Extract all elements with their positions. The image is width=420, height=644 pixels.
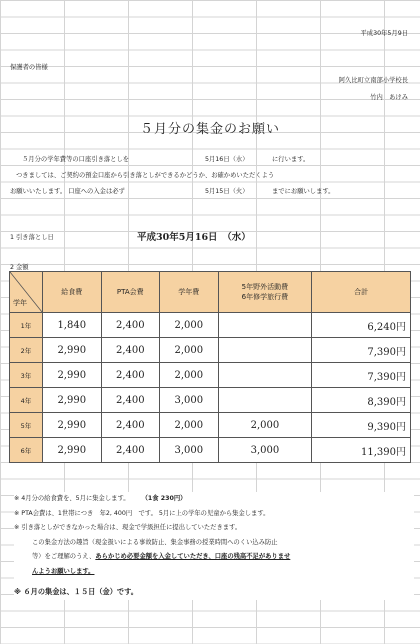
note-7-next-collection: ※ ６月の集金は、１５日（金）です。 [14, 587, 138, 596]
header-grade [10, 272, 43, 313]
note-5 [14, 550, 414, 565]
cell-lunch: 1,840 [43, 313, 102, 338]
cell-grade-fee: 3,000 [160, 438, 219, 463]
cell-pta: 2,400 [101, 363, 160, 388]
cell-activity [218, 313, 312, 338]
body-line-1a: ５月分の学年費等の口座引き落としを [22, 156, 130, 163]
note-4: この集金方法の趣旨（現金扱いによる事故防止、集金事務の授業時間へのくい込み防止 [32, 538, 278, 546]
table-row [10, 363, 411, 388]
note-5-emphasis: あらかじめ必要金額を入金していただき、口座の残高不足がありませ [95, 553, 291, 560]
header-grade-label: 学年 [13, 299, 27, 307]
section-1-label: 1 引き落とし日 [10, 234, 54, 241]
note-1-text: ※ 4月分の給食費を、5月に集金します。 [14, 495, 130, 502]
table-row [10, 313, 411, 338]
cell-grade-fee: 3,000 [160, 388, 219, 413]
note-5-text: 等）をご理解のうえ、 [32, 553, 96, 560]
withdrawal-date: 平成30年5月16日 （水） [137, 232, 251, 243]
cell-total: 9,390円 [312, 413, 411, 438]
body-line-2: つきましては、ご契約の預金口座から引き落としができるかどうか、お確かめいただくよう [16, 172, 275, 179]
cell-pta: 2,400 [101, 338, 160, 363]
header-activity [218, 272, 312, 313]
cell-grade: 6年 [10, 438, 43, 463]
section-2-label: 2 金額 [10, 264, 29, 271]
body-line-1b: 5月16日（水） [205, 156, 249, 163]
cell-total: 7,390円 [312, 363, 411, 388]
note-6: んようお願いします。 [32, 567, 95, 575]
cell-grade-fee: 2,000 [160, 338, 219, 363]
note-1-price: （1食 230円） [141, 495, 187, 502]
table-row [10, 338, 411, 363]
table-row [10, 413, 411, 438]
cell-lunch: 2,990 [43, 363, 102, 388]
cell-pta: 2,400 [101, 388, 160, 413]
cell-pta: 2,400 [101, 438, 160, 463]
note-2: ※ PTA会費は、1世帯につき 年2, 400円 です。 5月に上の学年の児童から集金します。 [14, 509, 270, 517]
cell-total: 7,390円 [312, 338, 411, 363]
cell-activity [218, 363, 312, 388]
header-activity-line1: 5年野外活動費 [241, 283, 289, 291]
cell-activity [218, 338, 312, 363]
fee-table-header-row [10, 272, 411, 313]
fee-table [9, 271, 411, 463]
cell-grade: 1年 [10, 313, 43, 338]
cell-grade: 5年 [10, 413, 43, 438]
header-activity-line2: 6年修学旅行費 [241, 293, 289, 301]
principal-name: 竹内 あけみ [370, 94, 408, 101]
body-line-1c: に行います。 [272, 156, 310, 163]
cell-lunch: 2,990 [43, 438, 102, 463]
cell-total: 8,390円 [312, 388, 411, 413]
header-pta: PTA会費 [101, 272, 160, 313]
header-lunch: 給食費 [43, 272, 102, 313]
cell-activity: 2,000 [218, 413, 312, 438]
notes-section [14, 492, 414, 600]
addressee: 保護者の皆様 [10, 64, 48, 71]
cell-total: 11,390円 [312, 438, 411, 463]
cell-pta: 2,400 [101, 313, 160, 338]
body-line-3b: 5月15日（火） [205, 188, 249, 195]
cell-grade-fee: 2,000 [160, 313, 219, 338]
cell-total: 6,240円 [312, 313, 411, 338]
table-row [10, 438, 411, 463]
cell-activity [218, 388, 312, 413]
note-1 [14, 492, 414, 507]
cell-grade: 2年 [10, 338, 43, 363]
body-line-3c: までにお願いします。 [272, 188, 335, 195]
cell-activity: 3,000 [218, 438, 312, 463]
cell-lunch: 2,990 [43, 413, 102, 438]
school-name: 阿久比町立南部小学校長 [338, 77, 408, 84]
cell-pta: 2,400 [101, 413, 160, 438]
cell-grade: 3年 [10, 363, 43, 388]
page-title: ５月分の集金のお願い [139, 122, 280, 137]
cell-lunch: 2,990 [43, 338, 102, 363]
cell-grade-fee: 2,000 [160, 413, 219, 438]
header-grade-fee: 学年費 [160, 272, 219, 313]
issue-date: 平成30年5月9日 [360, 30, 408, 37]
cell-lunch: 2,990 [43, 388, 102, 413]
cell-grade: 4年 [10, 388, 43, 413]
body-line-3a: お願いいたします。 口座への入金は必ず [10, 188, 125, 195]
header-total: 合計 [312, 272, 411, 313]
cell-grade-fee: 2,000 [160, 363, 219, 388]
note-3: ※ 引き落としができなかった場合は、現金で学級担任に提出していただきます。 [14, 524, 242, 531]
table-row [10, 388, 411, 413]
